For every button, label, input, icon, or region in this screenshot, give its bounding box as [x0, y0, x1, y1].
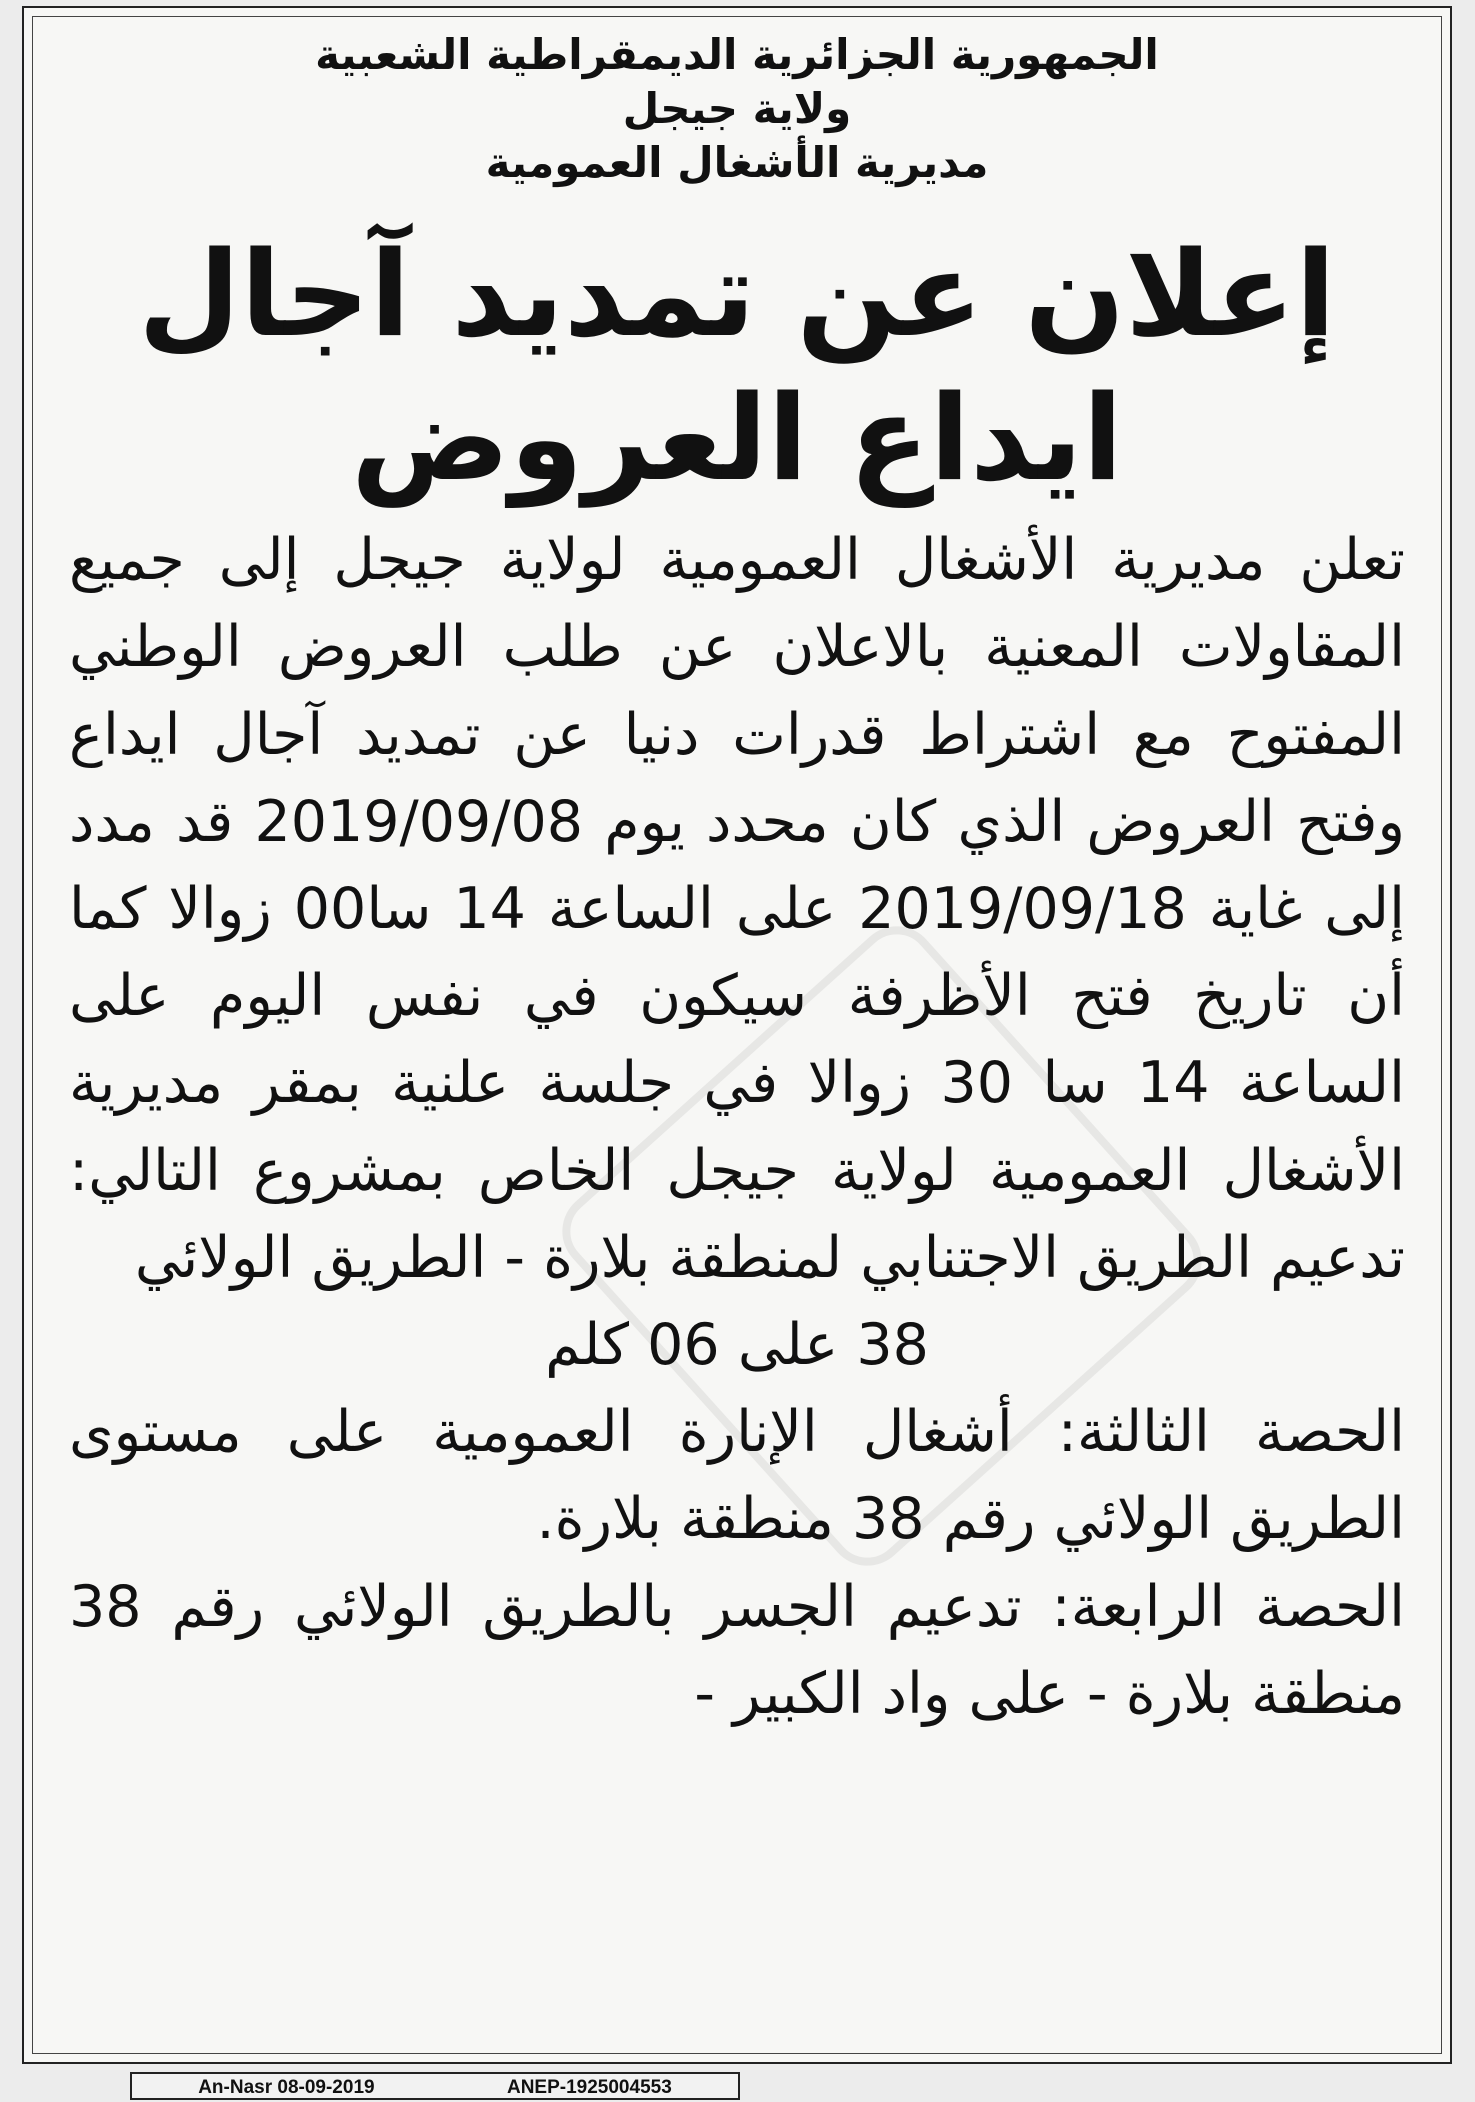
publication-footer [130, 2072, 740, 2100]
body-paragraph-lot-four: الحصة الرابعة: تدعيم الجسر بالطريق الولائي رقم 38 منطقة بلارة - على واد الكبير - [69, 1573, 1405, 1727]
body-paragraph-main: تعلن مديرية الأشغال العمومية لولاية جيجل إلى جميع المقاولات المعنية بالاعلان عن طلب العروض الوطني المفتوح مع اشتراط قدرات دنيا عن تمديد آجال ايداع وفتح العروض الذي كان محدد يوم 2019/09/08 قد مدد إلى غاية 2019/09/18 على الساعة 14 سا00 زوالا كما أن تاريخ فتح الأظرفة سيكون في نفس اليوم على الساعة 14 سا 30 زوالا في جلسة علنية بمقر مديرية الأشغال العمومية لولاية جيجل الخاص بمشروع التالي: تدعيم الطريق الاجتنابي لمنطقة بلارة - الطريق الولائي [69, 527, 1406, 1291]
body-paragraph-lot-three: الحصة الثالثة: أشغال الإنارة العمومية على مستوى الطريق الولائي رقم 38 منطقة بلارة. [69, 1399, 1405, 1553]
body-paragraph-distance: 38 على 06 كلم [545, 1311, 929, 1378]
announcement-content [69, 28, 1405, 1738]
announcement-frame [22, 6, 1452, 2064]
header-republic: الجمهورية الجزائرية الديمقراطية الشعبية [315, 30, 1159, 79]
announcement-title: إعلان عن تمديد آجال ايداع العروض [138, 225, 1336, 508]
header-wilaya: ولاية جيجل [622, 83, 852, 133]
footer-source: An-Nasr 08-09-2019 [198, 2077, 375, 2098]
header-directorate: مديرية الأشغال العمومية [485, 137, 989, 187]
footer-reference: ANEP-1925004553 [506, 2077, 672, 2098]
announcement-body [69, 517, 1405, 1738]
